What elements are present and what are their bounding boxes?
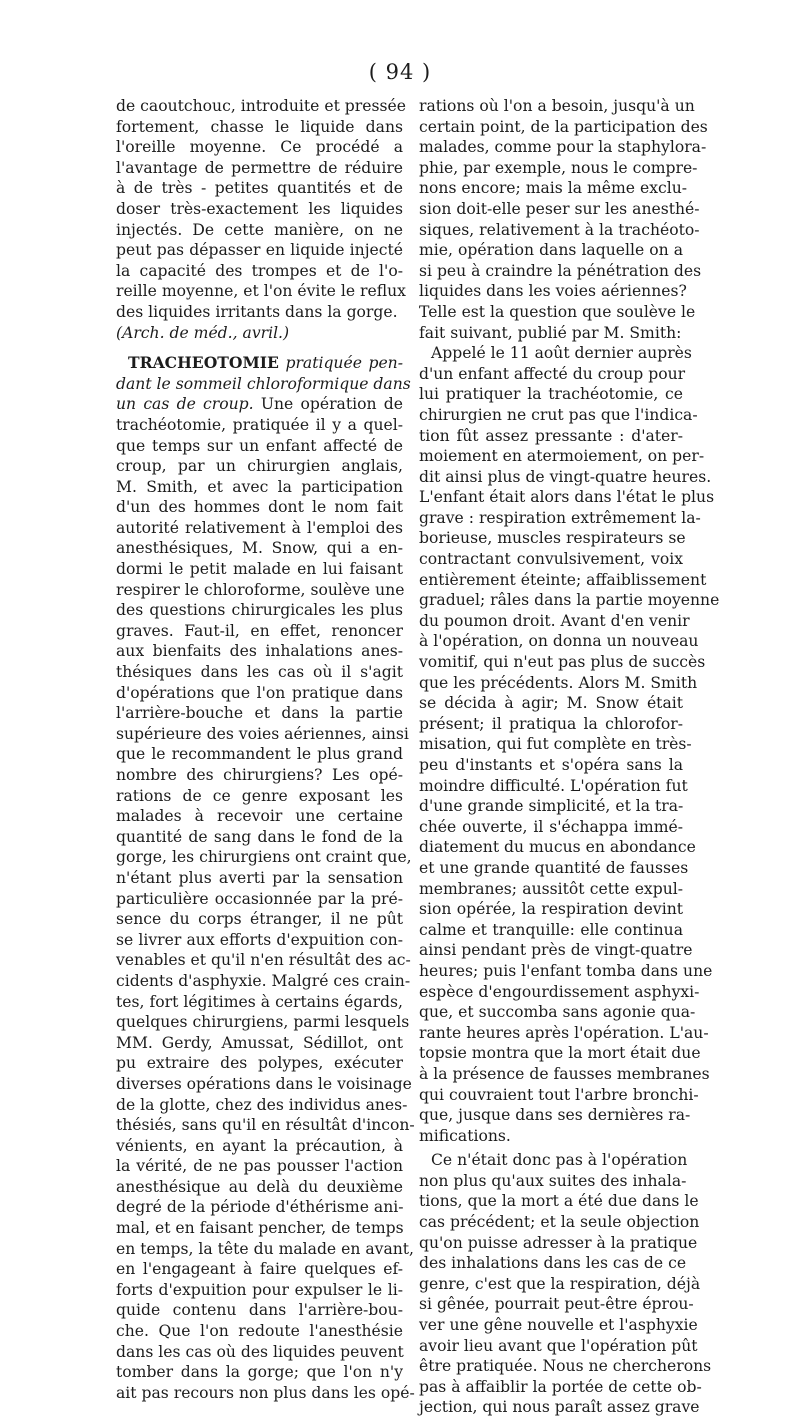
text-line: grave : respiration extrêmement la- — [419, 508, 701, 527]
text-line: l'oreille moyenne. Ce procédé a — [116, 138, 403, 157]
paragraph-ear-injection — [116, 96, 406, 323]
text-line: se décida à agir; M. Snow était — [419, 694, 683, 713]
text-line: calme et tranquille: elle continua — [419, 920, 683, 939]
text-line: ait pas recours non plus dans les opé- — [116, 1383, 415, 1402]
text-line: contractant convulsivement, voix — [419, 550, 683, 569]
paragraph-tracheotomy — [116, 415, 415, 1404]
text-line: l'arrière-bouche et dans la partie — [116, 704, 403, 723]
text-line: doser très-exactement les liquides — [116, 199, 403, 218]
text-line: sion doit-elle peser sur les anesthé- — [419, 199, 700, 218]
text-line: d'un enfant affecté du croup pour — [419, 364, 686, 383]
text-line: venables et qu'il n'en résultât des ac- — [116, 951, 411, 970]
text-line: vénients, en ayant la précaution, à — [116, 1136, 403, 1155]
text-line: des questions chirurgicales les plus — [116, 601, 403, 620]
text-line: forts d'expuition pour expulser le li- — [116, 1280, 403, 1299]
text-line: mal, et en faisant pencher, de temps — [116, 1219, 404, 1238]
text-line: entièrement éteinte; affaiblissement — [419, 570, 707, 589]
text-line: n'étant plus averti par la sensation — [116, 868, 403, 887]
text-line: degré de la période d'éthérisme ani- — [116, 1198, 404, 1217]
text-line: mifications. — [419, 1126, 511, 1145]
text-line: et une grande quantité de fausses — [419, 858, 689, 877]
text-line: rations de ce genre exposant les — [116, 786, 403, 805]
text-line: respirer le chloroforme, soulève une — [116, 580, 405, 599]
text-line: peut pas dépasser en liquide injecté — [116, 241, 403, 260]
text-line: vomitif, qui n'eut pas plus de succès — [419, 653, 706, 672]
text-line: misation, qui fut complète en très- — [419, 735, 692, 754]
text-line: en l'engageant à faire quelques ef- — [116, 1260, 403, 1279]
text-line: aux bienfaits des inhalations anes- — [116, 642, 403, 661]
text-line: avoir lieu avant que l'opération pût — [419, 1336, 698, 1355]
text-line: phie, par exemple, nous le compre- — [419, 158, 698, 177]
text-line: que temps sur un enfant affecté de — [116, 436, 403, 455]
paragraph-question — [419, 96, 708, 343]
text-line: MM. Gerdy, Amussat, Sédillot, ont — [116, 1033, 403, 1052]
text-line: siques, relativement à la trachéoto- — [419, 220, 700, 239]
text-line: che. Que l'on redoute l'anesthésie — [116, 1322, 403, 1341]
text-line: fortement, chasse le liquide dans — [116, 117, 403, 136]
text-line: non plus qu'aux suites des inhala- — [419, 1171, 687, 1190]
text-line: se livrer aux efforts d'expuition con- — [116, 930, 403, 949]
text-line: ver une gêne nouvelle et l'asphyxie — [419, 1316, 698, 1335]
text-line: graduel; râles dans la partie moyenne — [419, 591, 720, 610]
text-line: gorge, les chirurgiens ont craint que, — [116, 848, 412, 867]
text-line: thésiés, sans qu'il en résultât d'incon- — [116, 1116, 415, 1135]
text-line: tions, que la mort a été due dans le — [419, 1192, 699, 1211]
text-line: rante heures après l'opération. L'au- — [419, 1023, 709, 1042]
text-line: anesthésique au delà du deuxième — [116, 1177, 403, 1196]
text-line: en temps, la tête du malade en avant, — [116, 1239, 415, 1258]
text-line: quelques chirurgiens, parmi lesquels — [116, 1013, 410, 1032]
text-line: injectés. De cette manière, on ne — [116, 220, 403, 239]
text-line: quide contenu dans l'arrière-bou- — [116, 1301, 403, 1320]
text-line: pu extraire des polypes, exécuter — [116, 1054, 403, 1073]
text-line: tes, fort légitimes à certains égards, — [116, 992, 403, 1011]
paragraph-case-report — [419, 343, 720, 1146]
article-title: TRACHEOTOMIE — [128, 353, 279, 373]
text-line: cas précédent; et la seule objection — [419, 1213, 700, 1232]
text-line: présent; il pratiqua la chlorofor- — [419, 714, 683, 733]
text-line: nons encore; mais la même exclu- — [419, 179, 688, 198]
text-line: Ce n'était donc pas à l'opération — [431, 1151, 688, 1170]
text-line: M. Smith, et avec la participation — [116, 477, 403, 496]
text-line: ainsi pendant près de vingt-quatre — [419, 941, 693, 960]
text-line: de caoutchouc, introduite et pressée — [116, 97, 406, 115]
text-line: reille moyenne, et l'on évite le reflux — [116, 282, 406, 301]
article-heading: TRACHEOTOMIE pratiquée pen- dant le sommeil chloroformique dans un cas de croup. Une opération de — [116, 353, 411, 414]
text-line: que le recommandent le plus grand — [116, 745, 403, 764]
text-line: malades, comme pour la staphylora- — [419, 138, 707, 157]
text-line: diatement du mucus en abondance — [419, 838, 696, 857]
text-line: heures; puis l'enfant tomba dans une — [419, 961, 713, 980]
text-line: la vérité, de ne pas pousser l'action — [116, 1157, 403, 1176]
text-line: tion fût assez pressante : d'ater- — [419, 426, 683, 445]
text-line: quantité de sang dans le fond de la — [116, 827, 403, 846]
text-line: sence du corps étranger, il ne pût — [116, 910, 403, 929]
text-line: rations où l'on a besoin, jusqu'à un — [419, 97, 695, 115]
text-line: l'avantage de permettre de réduire — [116, 158, 403, 177]
text-line: lui pratiquer la trachéotomie, ce — [419, 385, 683, 404]
text-line: L'enfant était alors dans l'état le plus — [419, 488, 715, 507]
text-line: jection, qui nous paraît assez grave — [419, 1398, 700, 1417]
text-line: que, jusque dans ses dernières ra- — [419, 1106, 691, 1125]
text-line: liquides dans les voies aériennes? — [419, 282, 687, 301]
text-line: du poumon droit. Avant d'en venir — [419, 611, 690, 630]
text-line: des liquides irritants dans la gorge. — [116, 302, 398, 321]
text-line: diverses opérations dans le voisinage — [116, 1074, 412, 1093]
text-line: d'un des hommes dont le nom fait — [116, 498, 403, 517]
text-line: graves. Faut-il, en effet, renoncer — [116, 621, 403, 640]
text-line: si peu à craindre la pénétration des — [419, 261, 702, 280]
text-line: chée ouverte, il s'échappa immé- — [419, 817, 683, 836]
text-line: à l'opération, on donna un nouveau — [419, 632, 699, 651]
text-line: chirurgien ne crut pas que l'indica- — [419, 405, 698, 424]
text-line: être pratiquée. Nous ne chercherons — [419, 1357, 712, 1376]
text-line: dans les cas où des liquides peuvent — [116, 1342, 404, 1361]
text-line: croup, par un chirurgien anglais, — [116, 457, 403, 476]
text-line: topsie montra que la mort était due — [419, 1044, 701, 1063]
text-line: pas à affaiblir la portée de cette ob- — [419, 1377, 702, 1396]
text-line: à la présence de fausses membranes — [419, 1064, 710, 1083]
text-line: supérieure des voies aériennes, ainsi — [116, 724, 409, 743]
text-line: d'une grande simplicité, et la tra- — [419, 797, 684, 816]
text-line: si gênée, pourrait peut-être éprou- — [419, 1295, 694, 1314]
text-line: d'opérations que l'on pratique dans — [116, 683, 403, 702]
page-number: ( 94 ) — [368, 60, 432, 84]
text-line: peu d'instants et s'opéra sans la — [419, 756, 683, 774]
text-line: sion opérée, la respiration devint — [419, 900, 683, 919]
text-line: certain point, de la participation des — [419, 117, 708, 136]
text-line: moiement en atermoiement, on per- — [419, 447, 705, 466]
text-line: que, et succomba sans agonie qua- — [419, 1003, 696, 1022]
text-line: autorité relativement à l'emploi des — [116, 518, 403, 537]
text-line: anesthésiques, M. Snow, qui a en- — [116, 539, 403, 558]
text-line: Appelé le 11 août dernier auprès — [431, 344, 692, 363]
text-line: à de très - petites quantités et de — [116, 179, 403, 198]
text-line: malades à recevoir une certaine — [116, 807, 403, 826]
text-line: que les précédents. Alors M. Smith — [419, 673, 698, 692]
text-line: tomber dans la gorge; que l'on n'y — [116, 1363, 403, 1382]
text-line: genre, c'est que la respiration, déjà — [419, 1274, 701, 1293]
text-line: espèce d'engourdissement asphyxi- — [419, 982, 700, 1001]
text-line: qu'on puisse adresser à la pratique — [419, 1233, 698, 1252]
left-column — [116, 96, 415, 1403]
text-line: cidents d'asphyxie. Malgré ces crain- — [116, 971, 411, 990]
text-line: nombre des chirurgiens? Les opé- — [116, 766, 403, 784]
text-line: mie, opération dans laquelle on a — [419, 241, 683, 260]
paragraph-conclusion — [419, 1150, 712, 1418]
text-line: la capacité des trompes et de l'o- — [116, 261, 403, 280]
text-line: dormi le petit malade en lui faisant — [116, 560, 403, 579]
text-line: thésiques dans les cas où il s'agit — [116, 663, 403, 682]
text-line: moindre difficulté. L'opération fut — [419, 776, 688, 795]
text-line: trachéotomie, pratiquée il y a quel- — [116, 415, 403, 434]
text-line: particulière occasionnée par la pré- — [116, 889, 403, 908]
text-line: qui couvraient tout l'arbre bronchi- — [419, 1085, 699, 1104]
right-column — [419, 96, 720, 1418]
citation: (Arch. de méd., avril.) — [116, 323, 290, 342]
text-line: membranes; aussitôt cette expul- — [419, 879, 683, 898]
text-line: des inhalations dans les cas de ce — [419, 1254, 687, 1273]
text-line: dit ainsi plus de vingt-quatre heures. — [419, 467, 712, 486]
text-line: fait suivant, publié par M. Smith: — [419, 323, 682, 342]
text-line: de la glotte, chez des individus anes- — [116, 1095, 408, 1114]
text-line: Telle est la question que soulève le — [419, 302, 696, 321]
text-line: borieuse, muscles respirateurs se — [419, 529, 686, 548]
